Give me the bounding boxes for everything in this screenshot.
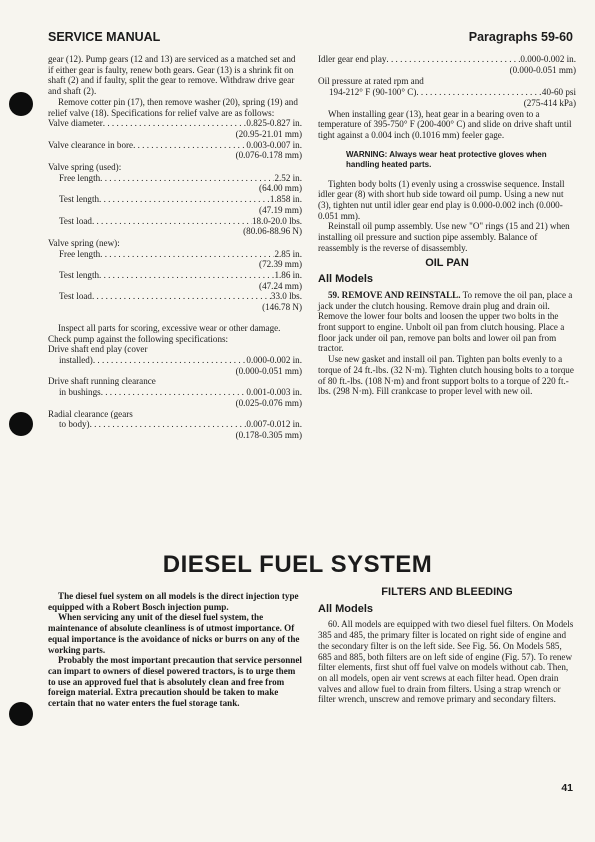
spec-used-test-load: Test load . . . 18.0-20.0 lbs. <box>48 216 302 227</box>
relief-valve-paragraph: Remove cotter pin (17), then remove washer (20), spring (19) and relief valve (18). Specifications for relief valve are as follows: <box>48 96 298 118</box>
spec-drive-end-play: installed) . . . 0.000-0.002 in. <box>48 355 302 366</box>
spec-oil-pressure-label: Oil pressure at rated rpm and <box>318 76 424 87</box>
spec-idler-end-play: Idler gear end play . . . 0.000-0.002 in. <box>318 54 576 65</box>
spec-valve-diameter: Valve diameter . . . 0.825-0.827 in. <box>48 118 302 129</box>
cleanliness-paragraph: When servicing any unit of the diesel fuel system, the maintenance of absolute cleanliness is of utmost importance. Of equal importance is the avoidance of nicks or burrs on any of the working parts. <box>48 612 300 655</box>
section-title: DIESEL FUEL SYSTEM <box>162 551 433 578</box>
manual-title: SERVICE MANUAL <box>48 30 161 44</box>
right-column-top: Idler gear end play . . . 0.000-0.002 in. (0.000-0.051 mm) Oil pressure at rated rpm and 194-212° F (90-100° C) . . . 40-60 psi (275-414 kPa) When installing gear (13), heat gear in a bearing oven to a temperature of 395-750° F (200-400° C) and slide on drive shaft until tight against a 0.004 inch (0.1016 mm) feeler gage. WARNING: Always wear heat protective gloves when handling heated parts. Tighten body bolts (1) evenly using a crosswise sequence. Install idler gear (8) with short hub side toward oil pump. Using a new nut (3), tighten nut until idler gear end play is 0.000-0.002 inch (0.000-0.051 mm). Reinstall oil pump assembly. Use new "O" rings (15 and 21) when installing oil pressure and suction pipe assembly. Balance of reassembly is the reverse of disassembly. OIL PAN All Models 59. REMOVE AND REINSTALL. To remove the oil pan, place a jack under the clutch housing. Remove drain plug and drain oil. Remove the lower four bolts and loosen the upper two bolts in the front support to engine. Unbolt oil pan from clutch housing. Place a floor jack under oil pan, remove pan bolts and lower oil pan from tractor. Use new gasket and install oil pan. Tighten pan bolts evenly to a torque of 24 ft.-lbs. (32 N·m). Tighten clutch housing bolts to a torque of 80 ft.-lbs. (108 N·m) and front support bolts to a torque of 220 ft.-lbs. (298 N·m). Fill crankcase to proper level with new oil. <box>318 54 576 397</box>
install-gear-paragraph: When installing gear (13), heat gear in a bearing oven to a temperature of 395-750° F (200-400° C) and slide on drive shaft until tight against a 0.004 inch (0.1016 mm) feeler gage. <box>318 108 572 140</box>
warning-note: WARNING: Always wear heat protective gloves when handling heated parts. <box>346 149 547 169</box>
binder-hole <box>9 92 33 116</box>
spec-radial: to body) . . . 0.007-0.012 in. <box>48 419 302 430</box>
left-column-top: gear (12). Pump gears (12 and 13) are serviced as a matched set and if either gear is faulty, renew both gears. Gear (13) is a shrink fit on shaft (2) and if faulty, split the gear to remove. Withdraw drive gear and shaft (2). Remove cotter pin (17), then remove washer (20), spring (19) and relief valve (18). Specifications for relief valve are as follows: Valve diameter . . . 0.825-0.827 in. (20.95-21.01 mm) Valve clearance in bore . . . 0.003-0.007 in. (0.076-0.178 mm) Valve spring (used): Free length . . . 2.52 in. (64.00 mm) Test length . . . 1.858 in. (47.19 mm) Test load . . . 18.0-20.0 lbs. (80.06-88.96 N) Valve spring (new): Free length . . . 2.85 in. (72.39 mm) Test length . . . 1.86 in. (47.24 mm) Test load . . . 33.0 lbs. (146.78 N) Inspect all parts for scoring, excessive wear or other damage. Check pump against the following specifications: Drive shaft end play (cover installed) . . . 0.000-0.002 in. (0.000-0.051 mm) Drive shaft running clearance in bushings . . . 0.001-0.003 in. (0.025-0.076 mm) Radial clearance (gears to body) . . . 0.007-0.012 in. (0.178-0.305 mm) <box>48 54 302 441</box>
spec-new-test-load: Test load . . . 33.0 lbs. <box>48 291 302 302</box>
spec-drive-running-label: Drive shaft running clearance <box>48 376 156 387</box>
binder-hole <box>9 412 33 436</box>
spec-radial-label: Radial clearance (gears <box>48 408 133 419</box>
tighten-paragraph: Tighten body bolts (1) evenly using a crosswise sequence. Install idler gear (8) with short hub side toward oil pump. Using a new nut (3), tighten nut until idler gear end play is 0.000-0.002 inch (0.000-0.051 mm). <box>318 178 565 221</box>
spec-new-test-length: Test length . . . 1.86 in. <box>48 270 302 281</box>
page-number: 41 <box>561 782 573 794</box>
all-models-heading: All Models <box>318 273 374 286</box>
spring-new-heading: Valve spring (new): <box>48 237 120 248</box>
spring-used-heading: Valve spring (used): <box>48 162 122 173</box>
inspect-paragraph: Inspect all parts for scoring, excessive wear or other damage. Check pump against the following specifications: <box>48 322 281 344</box>
paragraph-59-install: Use new gasket and install oil pan. Tighten pan bolts evenly to a torque of 24 ft.-lbs. (32 N·m). Tighten clutch housing bolts to a torque of 80 ft.-lbs. (108 N·m) and front support bolts to a torque of 220 ft.-lbs. (298 N·m). Fill crankcase to proper level with new oil. <box>318 354 574 397</box>
left-column-bottom <box>48 591 302 709</box>
paragraph-60: 60. All models are equipped with two diesel fuel filters. On Models 385 and 485, the primary filter is located on right side of engine and the secondary filter is on the left side. See Fig. 56. On Models 585, 685 and 885, both filters are on left side of engine (Fig. 57). To renew filter elements, first shut off fuel valve on models without cab. Then, on all models, open air vent screws at each filter head. Open drain valves and allow fuel to drain from filters. Using a strap wrench or filter wrench, unscrew and remove primary and secondary filters. <box>318 619 574 705</box>
paragraph-range: Paragraphs 59-60 <box>468 30 573 44</box>
right-column-bottom <box>318 583 576 705</box>
reinstall-paragraph: Reinstall oil pump assembly. Use new "O" rings (15 and 21) when installing oil pressure and suction pipe assembly. Balance of reassembly is the reverse of disassembly. <box>318 221 570 253</box>
spec-drive-running: in bushings . . . 0.001-0.003 in. <box>48 387 302 398</box>
binder-hole <box>9 702 33 726</box>
spec-used-free-length: Free length . . . 2.52 in. <box>48 173 302 184</box>
spec-used-test-length: Test length . . . 1.858 in. <box>48 194 302 205</box>
spec-drive-end-play-label: Drive shaft end play (cover <box>48 344 148 355</box>
spec-oil-pressure: 194-212° F (90-100° C) . . . 40-60 psi <box>318 87 576 98</box>
filters-heading: FILTERS AND BLEEDING <box>381 586 513 598</box>
paragraph-59: 59. REMOVE AND REINSTALL. To remove the oil pan, place a jack under the clutch housing. Remove drain plug and drain oil. Remove the lower four bolts and loosen the upper two bolts in the front support to engine. Unbolt oil pan from clutch housing. Place a floor jack under oil pan, remove pan bolts and lower oil pan from tractor. <box>318 289 573 354</box>
spec-new-free-length: Free length . . . 2.85 in. <box>48 249 302 260</box>
spec-valve-clearance: Valve clearance in bore . . . 0.003-0.007 in. <box>48 140 302 151</box>
fuel-system-intro: The diesel fuel system on all models is the direct injection type equipped with a Robert Bosch injection pump. <box>48 591 299 612</box>
precaution-paragraph: Probably the most important precaution that service personnel can impart to owners of diesel powered tractors, is to urge them to use an approved fuel that is absolutely clean and free from foreign material. Extra precaution should be taken to make certain that no water enters the fuel storage tank. <box>48 655 302 709</box>
intro-paragraph: gear (12). Pump gears (12 and 13) are serviced as a matched set and if either gear is faulty, renew both gears. Gear (13) is a shrink fit on shaft (2) and if faulty, split the gear to remove. Withdraw drive gear and shaft (2). <box>48 54 296 97</box>
oil-pan-heading: OIL PAN <box>425 256 469 269</box>
all-models-heading-2: All Models <box>318 602 374 615</box>
